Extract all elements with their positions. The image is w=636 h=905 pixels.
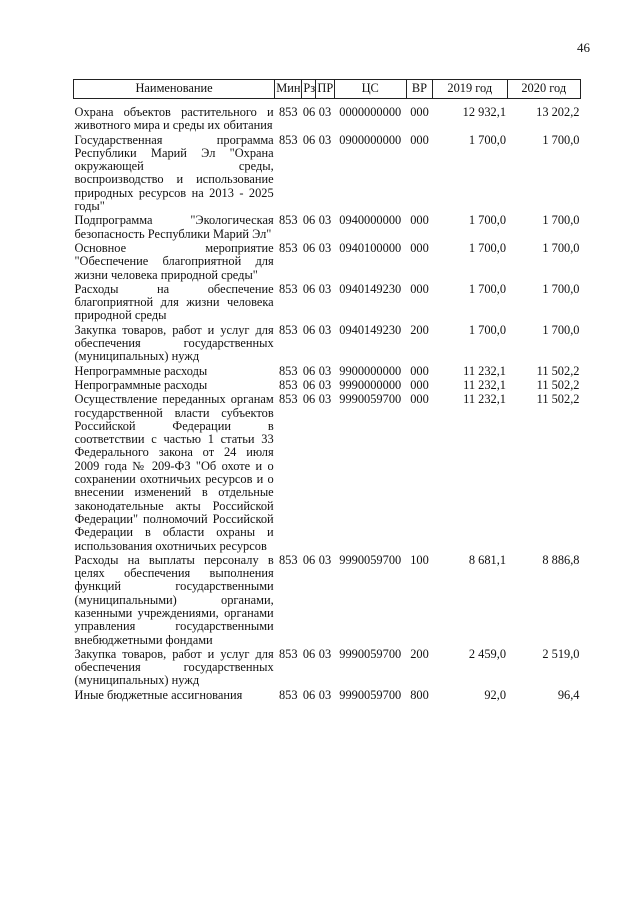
header-pr: ПР [316,80,334,99]
row-cs-code: 0940000000 [339,213,402,228]
table-row [74,364,581,378]
table-row [74,241,581,282]
row-amount-2019: 92,0 [484,687,507,702]
row-amount-2019: 11 232,1 [463,392,507,407]
header-cs: ЦС [334,80,406,99]
row-min-code: 853 [278,687,298,702]
row-vr-code: 000 [410,240,429,255]
row-rz-code: 06 [302,377,316,392]
row-pr-code: 03 [318,105,332,119]
row-name: Подпрограмма "Экологическая безопасность Республики Марий Эл" [74,213,274,241]
row-pr-code: 03 [318,646,332,661]
row-min-code: 853 [278,646,298,661]
row-cs-code: 0900000000 [339,132,402,147]
row-pr-code: 03 [318,687,332,702]
row-name: Расходы на выплаты персоналу в целях обеспечения выполнения функций государственными (муниципальными) органами, казенными учреждениями, органами управления государственными внебюджетными фондами [74,552,274,647]
row-vr-code: 100 [410,552,429,567]
row-pr-code: 03 [318,213,332,228]
header-vr: ВР [406,80,432,99]
row-name: Государственная программа Республики Марий Эл "Охрана окружающей среды, воспроизводство и использование природных ресурсов на 2013 - 2025 годы" [74,132,274,214]
page-number: 46 [577,40,590,55]
row-cs-code: 9990059700 [339,392,402,407]
row-amount-2020: 1 700,0 [542,132,580,147]
row-amount-2020: 96,4 [557,687,580,702]
row-rz-code: 06 [302,363,316,378]
row-amount-2020: 11 502,2 [536,363,580,378]
row-name: Расходы на обеспечение благоприятной для жизни человека природной среды [74,281,274,323]
row-vr-code: 800 [410,687,429,702]
table-row [74,323,581,364]
row-cs-code: 9990059700 [339,646,402,661]
row-amount-2019: 1 700,0 [468,322,507,337]
row-amount-2020: 1 700,0 [542,281,580,296]
row-vr-code: 200 [410,322,429,337]
row-vr-code: 000 [410,363,429,378]
table-row [74,647,581,688]
row-pr-code: 03 [318,281,332,296]
row-min-code: 853 [278,281,298,296]
row-amount-2019: 1 700,0 [468,132,507,147]
row-min-code: 853 [278,377,298,392]
row-min-code: 853 [278,213,298,228]
row-name: Охрана объектов растительного и животного мира и среды их обитания [74,105,274,133]
row-pr-code: 03 [318,132,332,147]
row-rz-code: 06 [302,646,316,661]
row-min-code: 853 [278,132,298,147]
row-cs-code: 9990000000 [339,377,402,392]
header-2020: 2020 год [507,80,580,99]
row-vr-code: 000 [410,213,429,228]
table-body [74,99,581,703]
row-vr-code: 000 [410,132,429,147]
header-min: Мин [275,80,302,99]
row-amount-2019: 1 700,0 [468,213,507,228]
row-name: Непрограммные расходы [74,363,208,378]
row-min-code: 853 [278,240,298,255]
row-amount-2019: 2 459,0 [468,646,507,661]
row-rz-code: 06 [302,687,316,702]
table-row [74,553,581,647]
header-name: Наименование [74,80,275,99]
table-row [74,213,581,241]
row-min-code: 853 [278,392,298,407]
row-vr-code: 000 [410,392,429,407]
row-rz-code: 06 [302,213,316,228]
table-header-row [74,80,581,99]
row-amount-2020: 1 700,0 [542,322,580,337]
row-amount-2019: 8 681,1 [468,552,507,567]
row-rz-code: 06 [302,281,316,296]
table-row [74,133,581,214]
row-amount-2019: 1 700,0 [468,281,507,296]
row-name: Непрограммные расходы [74,377,208,392]
row-rz-code: 06 [302,105,316,119]
row-amount-2020: 13 202,2 [536,105,580,119]
row-rz-code: 06 [302,240,316,255]
row-name: Закупка товаров, работ и услуг для обеспечения государственных (муниципальных) нужд [74,322,274,364]
row-cs-code: 0940100000 [339,240,402,255]
row-pr-code: 03 [318,240,332,255]
row-pr-code: 03 [318,322,332,337]
row-amount-2020: 2 519,0 [542,646,580,661]
row-cs-code: 9900000000 [339,363,402,378]
row-amount-2020: 1 700,0 [542,213,580,228]
row-cs-code: 9990059700 [339,687,402,702]
row-min-code: 853 [278,363,298,378]
header-2019: 2019 год [433,80,507,99]
row-amount-2020: 11 502,2 [536,377,580,392]
row-cs-code: 0940149230 [339,322,402,337]
table-row [74,282,581,323]
row-vr-code: 000 [410,105,429,119]
row-amount-2019: 11 232,1 [463,377,507,392]
row-name: Закупка товаров, работ и услуг для обеспечения государственных (муниципальных) нужд [74,646,274,688]
row-amount-2020: 11 502,2 [536,392,580,407]
budget-table [73,79,581,702]
row-rz-code: 06 [302,322,316,337]
row-amount-2019: 11 232,1 [463,363,507,378]
row-cs-code: 0940149230 [339,281,402,296]
row-rz-code: 06 [302,552,316,567]
row-amount-2020: 1 700,0 [542,240,580,255]
table-row [74,105,581,133]
row-min-code: 853 [278,105,298,119]
row-cs-code: 9990059700 [339,552,402,567]
row-amount-2019: 12 932,1 [462,105,507,119]
row-rz-code: 06 [302,392,316,407]
table-row [74,378,581,392]
row-pr-code: 03 [318,392,332,407]
row-name: Основное мероприятие "Обеспечение благоприятной для жизни человека природной среды" [74,240,274,282]
row-name: Иные бюджетные ассигнования [74,687,243,702]
row-vr-code: 000 [410,377,429,392]
row-pr-code: 03 [318,552,332,567]
table-row [74,392,581,553]
row-vr-code: 200 [410,646,429,661]
table-row [74,688,581,702]
header-rz: Рз [302,80,316,99]
row-name: Осуществление переданных органам государственной власти субъектов Российской Федерации в соответствии с частью 1 статьи 33 Федерального закона от 24 июля 2009 года № 209-ФЗ "Об охоте и о сохранении охотничьих ресурсов и о внесении изменений в отдельные законодательные акты Российской Федерации" полномочий Российской Федерации в области охраны и использования охотничьих ресурсов [74,392,274,553]
row-pr-code: 03 [318,363,332,378]
row-cs-code: 0000000000 [339,105,402,119]
row-min-code: 853 [278,322,298,337]
row-rz-code: 06 [302,132,316,147]
row-vr-code: 000 [410,281,429,296]
row-min-code: 853 [278,552,298,567]
row-amount-2019: 1 700,0 [468,240,507,255]
row-amount-2020: 8 886,8 [542,552,580,567]
row-pr-code: 03 [318,377,332,392]
